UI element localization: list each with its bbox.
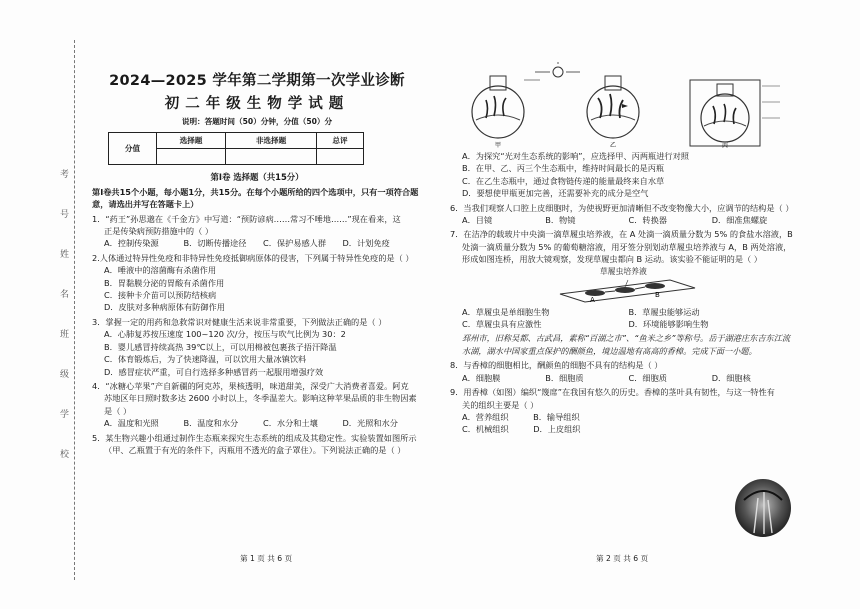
right-column	[450, 62, 795, 436]
option: C．细胞质	[628, 372, 667, 383]
exam-note: 说明：答题时间（50）分钟，分值（50）分	[181, 117, 333, 126]
question-3	[92, 316, 422, 378]
camphor-tree-photo	[734, 478, 792, 538]
question-stem: 2.人体通过特异性免疫和非特异性免疫抵御病原体的侵害，下列属于特异性免疫的是（ ）	[92, 252, 414, 263]
sun-icon	[535, 62, 580, 77]
score-header: 选择题	[157, 133, 226, 149]
options-row	[92, 417, 422, 429]
option: A．心肺复苏按压速度 100~120 次/分，按压与吹气比例为 30：2	[104, 329, 346, 340]
binding-char: 考	[60, 170, 70, 180]
culture-label-a: A	[590, 295, 595, 304]
left-column	[92, 70, 422, 456]
question-9	[450, 386, 795, 436]
option: C．保护易感人群	[263, 238, 327, 249]
bottles-svg	[450, 62, 795, 148]
bottle-label: 甲	[495, 142, 502, 148]
option: B．在甲、乙、丙三个生态瓶中，维持时间最长的是丙瓶	[462, 163, 665, 174]
binding-char: 级	[60, 370, 70, 380]
option: A．草履虫是单细胞生物	[462, 306, 550, 317]
binding-char: 校	[60, 450, 70, 460]
bottle-yi	[587, 76, 639, 138]
question-stem: 8．与香樟的细胞相比，酬颜鱼的细胞不具有的结构是（ ）	[450, 360, 663, 371]
binding-char: 姓	[60, 250, 70, 260]
options-row	[92, 237, 422, 249]
option: D．计划免疫	[342, 238, 390, 249]
option: C．体育锻炼后，为了快速降温，可以饮用大量冰镇饮料	[104, 354, 307, 365]
question-stem: 形成如图连桥，用放大镜观察，发现草履虫都向 B 运动。该实验不能证明的是（ ）	[462, 254, 762, 265]
binding-char: 学	[60, 410, 70, 420]
option: C．在乙生态瓶中，通过食物链传递的能量最终来自水草	[462, 175, 665, 186]
option: A．唾液中的溶菌酶有杀菌作用	[104, 265, 217, 276]
score-cell[interactable]	[226, 149, 317, 165]
options-row	[450, 318, 795, 330]
option: C．水分和土壤	[263, 418, 318, 429]
binding-char: 名	[60, 290, 70, 300]
option: C．转换器	[628, 215, 667, 226]
option: C．机械组织 D．上皮组织	[462, 424, 581, 435]
question-stem: （甲、乙瓶置于有光的条件下，丙瓶用不透光的盒子罩住）。下列说法正确的是（ ）	[104, 444, 406, 455]
question-1	[92, 213, 422, 250]
exam-title: 2024—2025 学年第二学期第一次学业诊断	[109, 73, 405, 89]
question-2	[92, 252, 422, 314]
bottle-label: 乙	[610, 142, 617, 148]
option: D．环境能够影响生物	[628, 319, 709, 330]
question-stem: 6．当我们观察人口腔上皮细胞时，为使视野更加清晰但不改变物像大小，应调节的结构是（ ）	[450, 202, 794, 213]
bottle-jia	[472, 76, 540, 138]
score-row-label: 分值	[109, 133, 157, 165]
question-6	[450, 202, 795, 227]
score-header: 非选择题	[226, 133, 317, 149]
option: A．温度和光照	[104, 418, 159, 429]
question-5	[92, 432, 422, 457]
bottle-label: 丙	[722, 143, 729, 148]
question-stem: 是（ ）	[104, 405, 132, 416]
option: B．细胞质	[545, 372, 584, 383]
option: D．感冒症状严重，可自行选择多种感冒药一起服用增强疗效	[104, 366, 324, 377]
ecosystem-bottles-figure	[450, 62, 795, 148]
score-cell[interactable]	[157, 149, 226, 165]
option: B．胃黏膜分泌的胃酸有杀菌作用	[104, 277, 225, 288]
section-instruction: 第Ⅰ卷共15个小题，每小题1分，共15分。在每个小题所给的四个选项中，只有一项符合题意，请选出并写在答题卡上）	[92, 186, 419, 210]
option: A．控制传染源	[104, 238, 159, 249]
section-title: 第Ⅰ卷 选择题（共15分）	[210, 172, 304, 183]
option: B．切断传播途径	[183, 238, 247, 249]
question-stem: 5．某生物兴趣小组通过制作生态瓶来探究生态系统的组成及其稳定性。实验装置如图所示	[92, 432, 417, 443]
culture-label-b: B	[655, 290, 660, 299]
option: A．目镜	[462, 215, 493, 226]
culture-figure-title: 草履虫培养液	[600, 266, 647, 276]
page-footer-left: 第 1 页 共 6 页	[240, 554, 293, 563]
option: B．婴儿感冒持续高热 39℃以上，可以用棉被包裹孩子捂汗降温	[104, 341, 337, 352]
bottle-bing	[690, 80, 780, 146]
binding-char: 班	[60, 330, 70, 340]
options-row	[450, 306, 795, 318]
question-4	[92, 380, 422, 430]
exam-subtitle: 初二年级生物学试题	[164, 96, 350, 112]
question-stem: 处滴一滴质量分数为 5% 的葡萄糖溶液，用牙签分别划动草履虫培养液与 A，B 两处溶液，	[462, 241, 792, 252]
option: D．光照和水分	[342, 418, 398, 429]
culture-figure	[450, 266, 795, 304]
reading-passage: 邳州市，旧称吴都、古武昌，素称“百湖之市”、“鱼米之乡”等称号。岳于湖港庄东吉东江流水湖，湖水中国家重点保护的酬颜鱼，境边温地有高高的香樟。完成下面一小题。	[462, 333, 791, 356]
binding-char: 号	[60, 210, 70, 220]
question-8	[450, 359, 795, 384]
question-stem: 9．用香樟（如图）编织“篾席”在我国有悠久的历史。香樟的茎叶具有韧性，与这一特性有	[450, 387, 775, 398]
question-stem: 1．“药王”孙思邈在《千金方》中写道：“预防谚病……常习不唾地……”现在看来，这	[92, 213, 401, 224]
option: B．草履虫能够运动	[628, 306, 700, 317]
question-stem: 4．“冰糖心苹果”产自新疆的阿克苏，果核透明，味道甜美，深受广大消费者喜爱。阿克	[92, 380, 409, 391]
question-stem: 正是传染病预防措施中的（ ）	[104, 226, 214, 237]
score-header: 总评	[317, 133, 364, 149]
question-7-options	[450, 306, 795, 331]
binding-line	[74, 40, 75, 580]
option: B．物镜	[545, 215, 576, 226]
options-row	[450, 372, 795, 384]
option: A．细胞膜	[462, 372, 501, 383]
camphor-photo-svg	[734, 478, 792, 538]
question-stem: 关的组织主要是（ ）	[462, 399, 539, 410]
question-5-options	[450, 150, 795, 200]
question-stem: 3．掌握一定的用药和急救常识对健康生活来说非常重要，下列做法正确的是（ ）	[92, 316, 387, 327]
options-row	[450, 214, 795, 226]
option: A．营养组织 B．输导组织	[462, 411, 580, 422]
option: B．温度和水分	[183, 418, 239, 429]
option: D．细准焦螺旋	[711, 215, 768, 226]
score-table	[108, 132, 364, 165]
option: D．细胞核	[711, 372, 751, 383]
option: C．草履虫具有应激性	[462, 319, 542, 330]
option: D．要想使甲瓶更加完善，还需要补充的成分是空气	[462, 188, 649, 199]
score-cell[interactable]	[317, 149, 364, 165]
page-footer-right: 第 2 页 共 6 页	[596, 554, 649, 563]
option: A．为探究“光对生态系统的影响”，应选择甲、丙两瓶进行对照	[462, 151, 689, 161]
question-7	[450, 228, 795, 265]
option: C．接种卡介苗可以预防结核病	[104, 290, 217, 301]
option: D．皮肤对多种病原体有防御作用	[104, 302, 225, 313]
question-stem: 7．在洁净的载玻片中央滴一滴草履虫培养液，在 A 处滴一滴质量分数为 5% 的食盐水溶液，B	[450, 229, 793, 240]
question-stem: 苏地区年日照时数多达 2600 小时以上，冬季温差大。影响这种苹果品质的非生物因素	[104, 393, 417, 404]
